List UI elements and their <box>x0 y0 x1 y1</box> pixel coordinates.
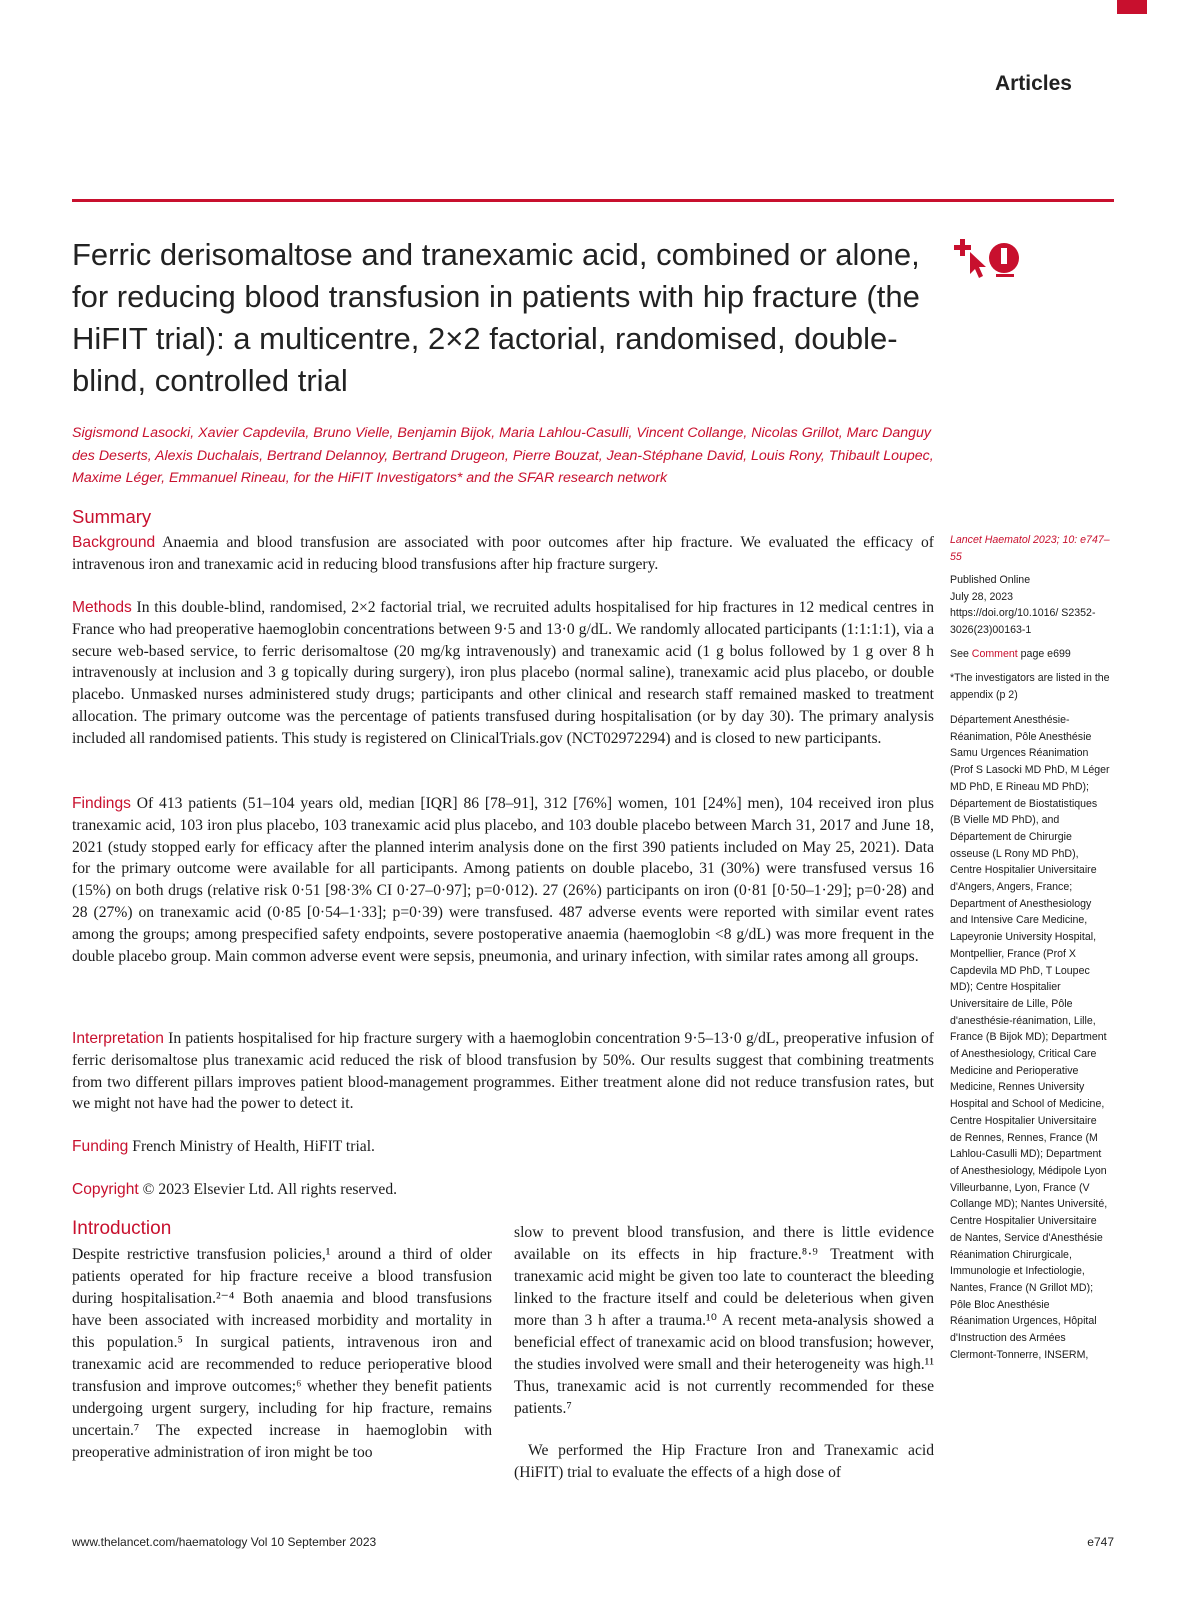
top-accent-bar <box>1117 0 1147 14</box>
citation-text: Lancet Haematol 2023; 10: e747–55 <box>950 534 1110 563</box>
abstract-findings <box>72 793 934 967</box>
findings-text: Of 413 patients (51–104 years old, median [IQR] 86 [78–91], 312 [76%] women, 101 [24%] men), 104 received iron plus tranexamic acid, 103 iron plus placebo, 103 tranexamic acid plus placebo, and 103 double placebo between March 31, 2017 and June 18, 2021 (study stopped early for efficacy after the planned interim analysis done on the first 390 patients included on May 25, 2021). Data for the primary outcome were available for all participants. Among patients on double placebo, 31 (30%) were transfused versus 16 (15%) on both drugs (relative risk 0·51 [98·3% CI 0·27–0·97]; p=0·012). 27 (26%) participants on iron (0·81 [0·50–1·29]; p=0·28) and 28 (27%) on tranexamic acid (0·85 [0·54–1·33]; p=0·39) were transfused. 487 adverse events were reported with similar event rates among the groups; among prespecified safety endpoints, severe postoperative anaemia (haemoglobin <8 g/dL) was more frequent in the double placebo group. Main common adverse event were sepsis, pneumonia, and urinary infection, with similar rates among all groups. <box>72 795 934 965</box>
copyright-label: Copyright <box>72 1181 139 1198</box>
methods-label: Methods <box>72 599 132 616</box>
sidebar-see-comment <box>950 646 1110 663</box>
article-title: Ferric derisomaltose and tranexamic acid, combined or alone, for reducing blood transfusion in patients with hip fracture (the HiFIT trial): a multicentre, 2×2 factorial, randomised, double-blind, controlled trial <box>72 237 920 398</box>
sidebar-affiliations: Département Anesthésie-Réanimation, Pôle Anesthésie Samu Urgences Réanimation (Prof S Lasocki MD PhD, M Léger MD PhD, E Rineau MD PhD); Département de Biostatistiques (B Vielle MD PhD), and Département de Chirurgie osseuse (L Rony MD PhD), Centre Hospitalier Universitaire d'Angers, Angers, France; Department of Anesthesiology and Intensive Care Medicine, Lapeyronie University Hospital, Montpellier, France (Prof X Capdevila MD PhD, T Loupec MD); Centre Hospitalier Universitaire de Lille, Pôle d'anesthésie-réanimation, Lille, France (B Bijok MD); Department of Anesthesiology, Critical Care Medicine and Perioperative Medicine, Rennes University Hospital and School of Medicine, Centre Hospitalier Universitaire de Rennes, Rennes, France (M Lahlou-Casulli MD); Department of Anesthesiology, Médipole Lyon Villeurbanne, Lyon, France (V Collange MD); Nantes Université, Centre Hospitalier Universitaire de Nantes, Service d'Anesthésie Réanimation Chirurgicale, Immunologie et Infectiologie, Nantes, France (N Grillot MD); Pôle Bloc Anesthésie Réanimation Urgences, Hôpital d'Instruction des Armées Clermont-Tonnerre, INSERM, <box>950 714 1110 1361</box>
plus-cursor-icon <box>954 239 986 278</box>
funding-label: Funding <box>72 1138 129 1155</box>
sidebar-investigators-note: *The investigators are listed in the appendix (p 2) <box>950 672 1110 701</box>
footer-journal: www.thelancet.com/haematology Vol 10 September 2023 <box>72 1535 377 1549</box>
abstract-interpretation <box>72 1028 934 1115</box>
methods-text: In this double-blind, randomised, 2×2 factorial trial, we recruited adults hospitalised for hip fractures in 12 medical centres in France who had preoperative haemoglobin concentrations between 9·5 and 13·0 g/dL. We randomly allocated participants (1:1:1:1), via a secure web-based service, to ferric derisomaltose (20 mg/kg intravenously) and tranexamic acid (1 g bolus followed by 1 g over 8 h intravenously at inclusion and 3 g topically during surgery), iron plus placebo (normal saline), tranexamic acid plus placebo, or double placebo. Unmasked nurses administered study drugs; participants and other clinical and research staff remained masked to treatment allocation. The primary outcome was the percentage of patients transfused during hospitalisation (or by day 30). The primary analysis included all randomised patients. This study is registered on ClinicalTrials.gov (NCT02972294) and is closed to new participants. <box>72 599 934 747</box>
sidebar-publication <box>950 572 1110 639</box>
section-label: Articles <box>994 72 1072 95</box>
published-label: Published Online <box>950 574 1031 586</box>
interpretation-label: Interpretation <box>72 1030 164 1047</box>
author-list: Sigismond Lasocki, Xavier Capdevila, Bruno Vielle, Benjamin Bijok, Maria Lahlou-Casulli, Vincent Collange, Nicolas Grillot, Marc Danguy des Deserts, Alexis Duchalais, Bertrand Delannoy, Bertrand Drugeon, Pierre Bouzat, Jean-Stéphane David, Louis Rony, Thibault Loupec, Maxime Léger, Emmanuel Rineau, for the HiFIT Investigators* and the SFAR research network <box>72 425 934 486</box>
see-prefix: See <box>950 648 972 660</box>
sidebar-citation <box>950 532 1110 565</box>
page-number: e747 <box>1087 1535 1114 1549</box>
background-label: Background <box>72 534 156 551</box>
comment-link[interactable]: Comment <box>971 648 1018 660</box>
published-date: July 28, 2023 <box>950 590 1014 603</box>
findings-label: Findings <box>72 795 131 812</box>
abstract-background <box>72 532 934 576</box>
abstract-methods <box>72 597 934 750</box>
header-rule <box>72 199 1114 202</box>
intro-column-1: Despite restrictive transfusion policies,¹ around a third of older patients operated for hip fracture receive a blood transfusion during hospitalisation.²⁻⁴ Both anaemia and blood transfusions have been associated with increased morbidity and mortality in this population.⁵ In surgical patients, intravenous iron and tranexamic acid are recommended to reduce perioperative blood transfusion and improve outcomes;⁶ whether they benefit patients undergoing urgent surgery, including for hip fracture, remains uncertain.⁷ The expected increase in haemoglobin with preoperative administration of iron might be too <box>72 1246 492 1461</box>
see-suffix: page e699 <box>1017 648 1071 660</box>
abstract-copyright <box>72 1179 934 1201</box>
doi-link[interactable]: https://doi.org/10.1016/ S2352-3026(23)00163-1 <box>950 607 1096 637</box>
abstract-funding <box>72 1136 934 1158</box>
funding-text: French Ministry of Health, HiFIT trial. <box>132 1138 375 1155</box>
intro-column-2: slow to prevent blood transfusion, and there is little evidence available on its effects in hip fracture.⁸·⁹ Treatment with tranexamic acid might be given too late to counteract the bleeding linked to the fracture itself and could be deleterious when given more than 3 h after a trauma.¹⁰ A recent meta-analysis showed a beneficial effect of tranexamic acid on blood transfusion; however, the studies involved were small and their heterogeneity was high.¹¹ Thus, tranexamic acid is not currently recommended for these patients.⁷ <box>514 1224 934 1417</box>
summary-heading: Summary <box>72 506 152 527</box>
copyright-text: © 2023 Elsevier Ltd. All rights reserved. <box>142 1181 398 1198</box>
background-text: Anaemia and blood transfusion are associated with poor outcomes after hip fracture. We evaluated the efficacy of intravenous iron and tranexamic acid in reducing blood transfusions after hip fracture surgery. <box>72 534 934 573</box>
interpretation-text: In patients hospitalised for hip fracture surgery with a haemoglobin concentration 9·5–13·0 g/dL, preoperative infusion of ferric derisomaltose plus tranexamic acid reduced the risk of blood transfusion by 50%. Our results suggest that combining treatments from two different pillars improves patient blood-management programmes. Either treatment alone did not reduce transfusion rates, but we might not have had the power to detect it. <box>72 1030 934 1113</box>
intro-column-2-paragraph: We performed the Hip Fracture Iron and Tranexamic acid (HiFIT) trial to evaluate the effects of a high dose of <box>514 1442 934 1481</box>
crossmark-icon[interactable] <box>954 236 1029 284</box>
introduction-heading: Introduction <box>72 1218 172 1239</box>
